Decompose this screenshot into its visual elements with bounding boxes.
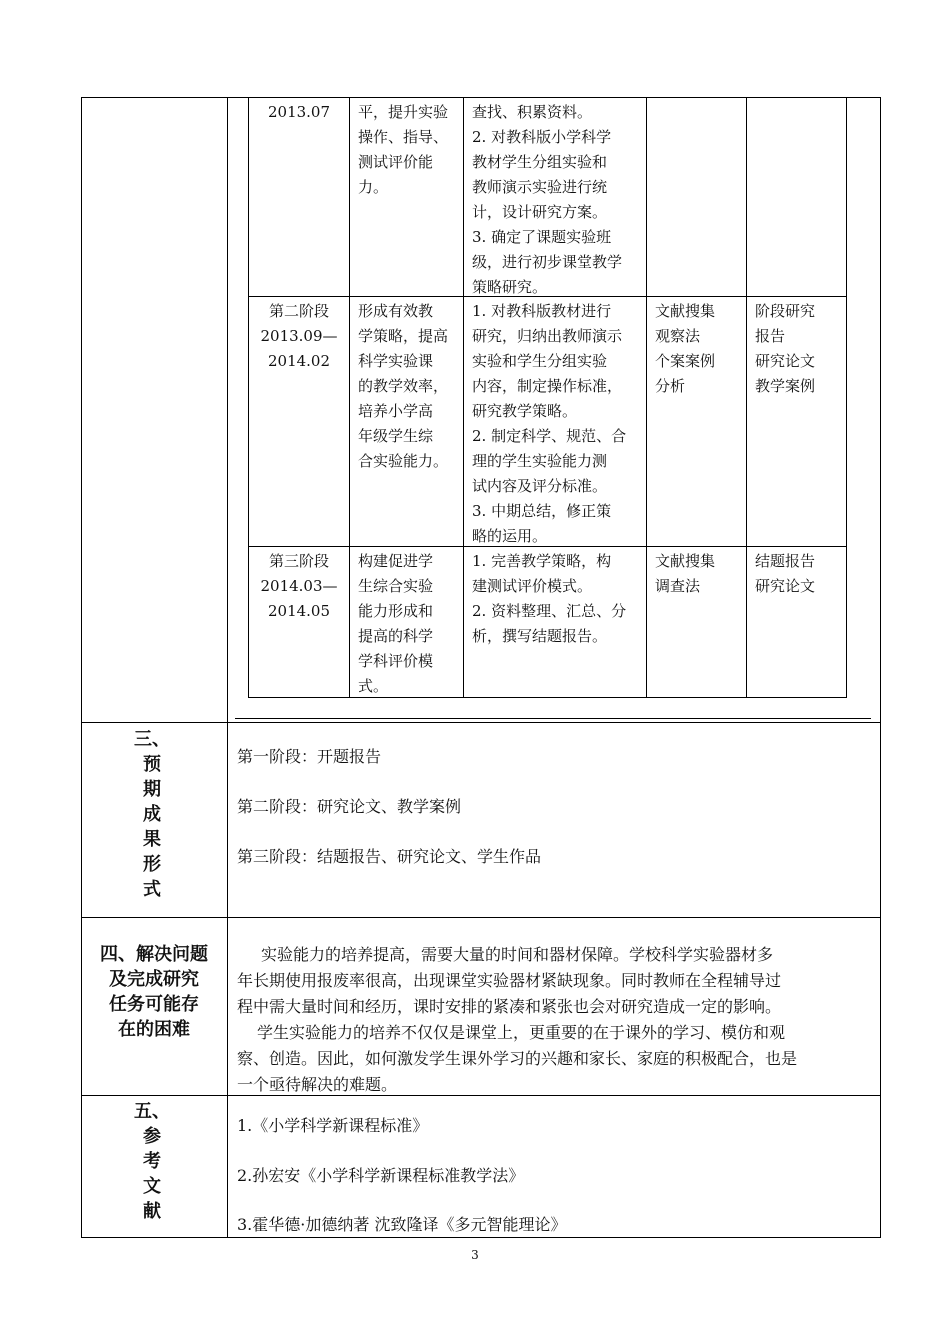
stage-method-cell bbox=[655, 299, 741, 399]
section4-top-divider bbox=[81, 917, 881, 918]
stage-time-cell bbox=[250, 100, 348, 125]
outer-right-border bbox=[880, 97, 881, 1238]
stage-content-cell bbox=[472, 299, 642, 549]
content-line: 教材学生分组实验和 bbox=[472, 153, 608, 171]
result-line: 教学案例 bbox=[755, 377, 816, 395]
goal-line: 测试评价能 bbox=[358, 153, 434, 171]
stage-goal-cell bbox=[358, 549, 456, 699]
section4-heading bbox=[84, 942, 224, 1042]
stage-result-cell bbox=[755, 549, 841, 599]
goal-line: 能力形成和 bbox=[358, 602, 434, 620]
stage-result-cell bbox=[755, 299, 841, 399]
content-line: 1. 完善教学策略，构 bbox=[472, 552, 612, 570]
section3-heading-char: 形 bbox=[143, 854, 161, 875]
inner-col-divider-2 bbox=[463, 97, 464, 698]
stage-time-line: 2014.02 bbox=[267, 352, 331, 370]
stage-time-line: 2013.09— bbox=[260, 327, 338, 345]
method-line: 调查法 bbox=[655, 577, 701, 595]
result-line: 阶段研究 bbox=[755, 302, 816, 320]
difficulty-line: 年长期使用报废率很高，出现课堂实验器材紧缺现象。同时教师在全程辅导过 bbox=[237, 971, 782, 990]
stage-content-cell bbox=[472, 100, 642, 300]
result-line: 研究论文 bbox=[755, 352, 816, 370]
goal-line: 提高的科学 bbox=[358, 627, 434, 645]
stage-time-line: 2014.05 bbox=[267, 602, 331, 620]
outer-top-border bbox=[81, 97, 881, 98]
outer-left-border bbox=[81, 97, 82, 1238]
content-line: 2. 资料整理、汇总、分 bbox=[472, 602, 627, 620]
result-line: 结题报告 bbox=[755, 552, 816, 570]
method-line: 文献搜集 bbox=[655, 552, 716, 570]
goal-line: 合实验能力。 bbox=[358, 452, 449, 470]
goal-line: 科学实验课 bbox=[358, 352, 434, 370]
section4-heading-line: 任务可能存 bbox=[109, 994, 199, 1015]
content-line: 略的运用。 bbox=[472, 527, 548, 545]
method-line: 文献搜集 bbox=[655, 302, 716, 320]
content-line: 理的学生实验能力测 bbox=[472, 452, 608, 470]
goal-line: 学科评价模 bbox=[358, 652, 434, 670]
section3-top-divider-double bbox=[235, 718, 871, 719]
inner-table-bottom bbox=[248, 697, 847, 698]
content-line: 实验和学生分组实验 bbox=[472, 352, 608, 370]
section3-heading-char: 预 bbox=[143, 754, 161, 775]
expected-result-item: 第二阶段：研究论文、教学案例 bbox=[237, 797, 462, 816]
stage-time-line: 第三阶段 bbox=[268, 552, 329, 570]
reference-item: 3.霍华德·加德纳著 沈致隆译《多元智能理论》 bbox=[237, 1215, 567, 1234]
stage-goal-cell bbox=[358, 299, 456, 474]
result-line: 报告 bbox=[755, 327, 786, 345]
section5-heading-char: 五、 bbox=[134, 1101, 170, 1122]
section4-heading-line: 在的困难 bbox=[118, 1019, 190, 1040]
section3-top-divider bbox=[81, 722, 881, 723]
section5-heading-char: 献 bbox=[143, 1201, 161, 1222]
content-line: 析，撰写结题报告。 bbox=[472, 627, 608, 645]
section5-heading-char: 参 bbox=[143, 1126, 161, 1147]
goal-line: 平，提升实验 bbox=[358, 103, 449, 121]
section3-heading-char: 果 bbox=[143, 829, 161, 850]
difficulty-paragraph bbox=[237, 1020, 873, 1098]
expected-result-item: 第一阶段：开题报告 bbox=[237, 747, 382, 766]
stage-time-line: 2014.03— bbox=[260, 577, 338, 595]
stage-time-line: 2013.07 bbox=[267, 103, 331, 121]
reference-item: 2.孙宏安《小学科学新课程标准教学法》 bbox=[237, 1166, 525, 1185]
content-line: 研究，归纳出教师演示 bbox=[472, 327, 623, 345]
stage-content-cell bbox=[472, 549, 642, 649]
goal-line: 生综合实验 bbox=[358, 577, 434, 595]
section5-heading-char: 考 bbox=[143, 1151, 161, 1172]
section3-heading-char: 三、 bbox=[134, 729, 170, 750]
content-line: 3. 中期总结，修正策 bbox=[472, 502, 612, 520]
stage-method-cell bbox=[655, 549, 741, 599]
content-line: 查找、积累资料。 bbox=[472, 103, 593, 121]
difficulty-line: 实验能力的培养提高，需要大量的时间和器材保障。学校科学实验器材多 bbox=[261, 945, 774, 964]
goal-line: 力。 bbox=[358, 178, 389, 196]
content-line: 3. 确定了课题实验班 bbox=[472, 228, 612, 246]
difficulty-line: 察、创造。因此，如何激发学生课外学习的兴趣和家长、家庭的积极配合，也是 bbox=[237, 1049, 798, 1068]
goal-line: 学策略，提高 bbox=[358, 327, 449, 345]
stage-goal-cell bbox=[358, 100, 456, 200]
content-line: 教师演示实验进行统 bbox=[472, 178, 608, 196]
goal-line: 年级学生综 bbox=[358, 427, 434, 445]
goal-line: 形成有效教 bbox=[358, 302, 434, 320]
inner-col-divider-3 bbox=[646, 97, 647, 698]
inner-col-divider-4 bbox=[746, 97, 747, 698]
difficulty-line: 程中需大量时间和经历，课时安排的紧凑和紧张也会对研究造成一定的影响。 bbox=[237, 997, 782, 1016]
difficulty-paragraph bbox=[237, 942, 873, 1020]
content-line: 2. 制定科学、规范、合 bbox=[472, 427, 627, 445]
content-line: 策略研究。 bbox=[472, 278, 548, 296]
section5-heading-char: 文 bbox=[143, 1176, 161, 1197]
expected-result-item: 第三阶段：结题报告、研究论文、学生作品 bbox=[237, 847, 542, 866]
goal-line: 的教学效率， bbox=[358, 377, 449, 395]
section3-heading-char: 期 bbox=[143, 779, 161, 800]
content-line: 计，设计研究方案。 bbox=[472, 203, 608, 221]
inner-col-divider-1 bbox=[349, 97, 350, 698]
content-line: 级，进行初步课堂教学 bbox=[472, 253, 623, 271]
content-line: 试内容及评分标准。 bbox=[472, 477, 608, 495]
goal-line: 构建促进学 bbox=[358, 552, 434, 570]
reference-item: 1.《小学科学新课程标准》 bbox=[237, 1116, 429, 1135]
content-line: 建测试评价模式。 bbox=[472, 577, 593, 595]
inner-table-right bbox=[846, 97, 847, 698]
difficulty-line: 学生实验能力的培养不仅仅是课堂上，更重要的在于课外的学习、模仿和观 bbox=[257, 1023, 786, 1042]
section4-heading-line: 四、解决问题 bbox=[100, 944, 208, 965]
section3-heading-char: 成 bbox=[143, 804, 161, 825]
difficulty-line: 一个亟待解决的难题。 bbox=[237, 1075, 398, 1094]
stage-time-cell bbox=[250, 299, 348, 374]
goal-line: 操作、指导、 bbox=[358, 128, 449, 146]
section3-heading-char: 式 bbox=[143, 879, 161, 900]
inner-table-left bbox=[248, 97, 249, 698]
content-line: 2. 对教科版小学科学 bbox=[472, 128, 612, 146]
goal-line: 式。 bbox=[358, 677, 389, 695]
method-line: 观察法 bbox=[655, 327, 701, 345]
method-line: 分析 bbox=[655, 377, 686, 395]
content-line: 研究教学策略。 bbox=[472, 402, 578, 420]
label-column-divider bbox=[227, 97, 228, 1238]
stage-time-cell bbox=[250, 549, 348, 624]
goal-line: 培养小学高 bbox=[358, 402, 434, 420]
section5-heading bbox=[134, 1099, 170, 1224]
content-line: 1. 对教科版教材进行 bbox=[472, 302, 612, 320]
section3-heading bbox=[134, 727, 170, 902]
section4-heading-line: 及完成研究 bbox=[109, 969, 199, 990]
method-line: 个案案例 bbox=[655, 352, 716, 370]
result-line: 研究论文 bbox=[755, 577, 816, 595]
content-line: 内容，制定操作标准， bbox=[472, 377, 623, 395]
stage-time-line: 第二阶段 bbox=[268, 302, 329, 320]
page-number: 3 bbox=[471, 1248, 479, 1262]
